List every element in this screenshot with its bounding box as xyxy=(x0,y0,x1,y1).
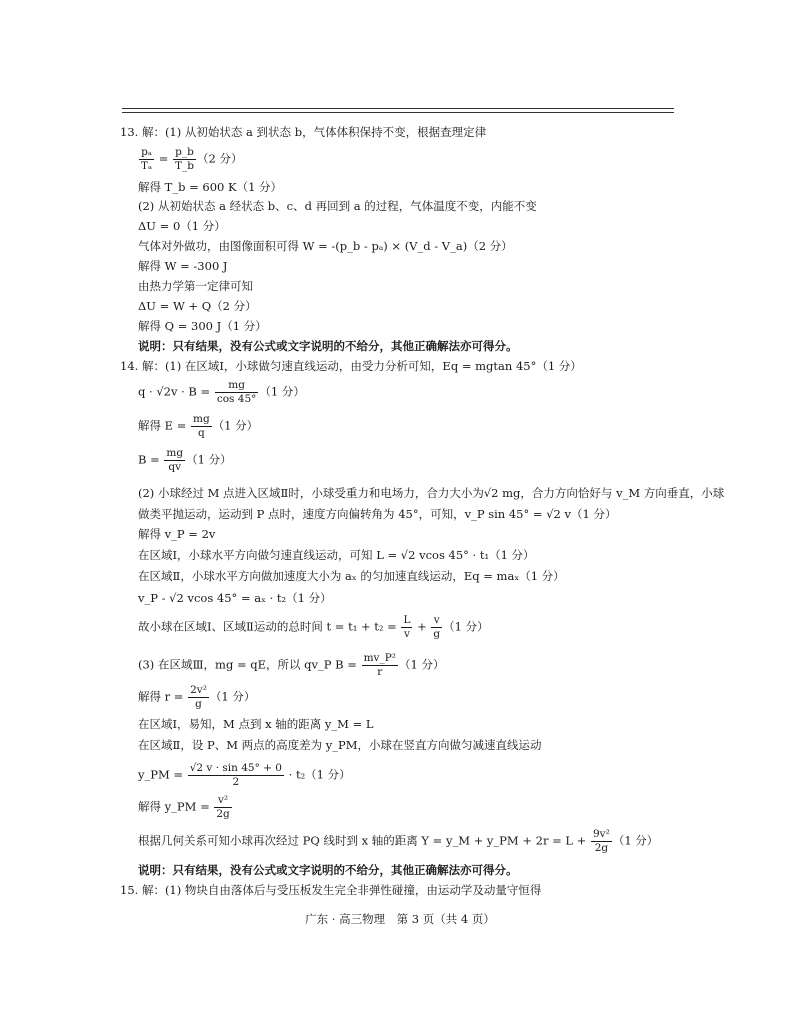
header-rule xyxy=(122,108,674,109)
q14-eq-ypm-result: 解得 y_PM = $\frac{\text{v²}}{2g}$ xyxy=(138,794,230,820)
q13-eq-charles-law: $\frac{\text{pₐ}}{\text{Tₐ}}$ = $\frac{p\_b}{T\_b}$ （2 分） xyxy=(141,146,243,172)
fraction: $\frac{\text{9v²}}{2g}$ xyxy=(593,828,610,854)
q14-line-8: 在区域Ⅰ，小球水平方向做匀速直线运动，可知 L = √2 vcos 45° · t₁（1 分） xyxy=(138,548,535,562)
q14-line-9: 在区域Ⅱ，小球水平方向做加速度大小为 aₓ 的匀加速直线运动，Eq = maₓ（1 分） xyxy=(138,569,565,583)
q14-eq-total-time: 故小球在区域Ⅰ、区域Ⅱ运动的总时间 t = t₁ + t₂ = $\frac{L}{v}$ + $\frac{v}{g}$ （1 分） xyxy=(138,614,489,640)
q14-eq-1: q · √2v · B = $\frac{mg}{\cos 45^\circ}$ （1 分） xyxy=(138,379,305,405)
fraction: $\frac{\text{pₐ}}{\text{Tₐ}}$ xyxy=(141,146,153,172)
fraction: $\frac{p\_b}{T\_b}$ xyxy=(175,146,194,172)
q14-line-6: 做类平抛运动，运动到 P 点时，速度方向偏转角为 45°，可知，v_P sin 45° = √2 v（1 分） xyxy=(138,507,617,521)
q13-note: 说明：只有结果，没有公式或文字说明的不给分，其他正确解法亦可得分。 xyxy=(138,339,518,353)
q14-eq-region-3: (3) 在区域Ⅲ，mg = qE，所以 qv_P B = $\frac{\text{mv\_P²}}{r}$ （1 分） xyxy=(138,652,445,678)
header-rule-thick xyxy=(122,112,674,113)
q13-line-10: 解得 Q = 300 J（1 分） xyxy=(138,319,267,333)
fraction: $\frac{\text{mv\_P²}}{r}$ xyxy=(363,652,396,678)
fraction: $\frac{mg}{\cos 45^\circ}$ xyxy=(216,379,257,405)
q14-line-5: (2) 小球经过 M 点进入区域Ⅱ时，小球受重力和电场力，合力大小为√2 mg，合力方向恰好与 v_M 方向垂直，小球 xyxy=(138,486,725,500)
q13-line-1: 13. 解：(1) 从初始状态 a 到状态 b，气体体积保持不变，根据查理定律 xyxy=(120,125,487,139)
q14-line-7: 解得 v_P = 2v xyxy=(138,527,216,541)
fraction: $\frac{L}{v}$ xyxy=(403,614,411,640)
q14-eq-final-distance: 根据几何关系可知小球再次经过 PQ 线时到 x 轴的距离 Y = y_M + y_PM + 2r = L + $\frac{\text{9v²}}{2g}$ （1 分） xyxy=(138,828,659,854)
q14-line-15: 在区域Ⅱ，设 P、M 两点的高度差为 y_PM，小球在竖直方向做匀减速直线运动 xyxy=(138,738,542,752)
fraction: $\frac{mg}{q}$ xyxy=(193,413,210,439)
fraction: $\frac{\text{v²}}{2g}$ xyxy=(216,794,230,820)
q14-note: 说明：只有结果，没有公式或文字说明的不给分，其他正确解法亦可得分。 xyxy=(138,863,518,877)
fraction: $\frac{\text{2v²}}{g}$ xyxy=(190,684,207,710)
q14-line-14: 在区域Ⅰ，易知，M 点到 x 轴的距离 y_M = L xyxy=(138,717,374,731)
q13-line-7: 解得 W = -300 J xyxy=(138,259,228,273)
q15-line-1: 15. 解：(1) 物块自由落体后与受压板发生完全非弹性碰撞，由运动学及动量守恒得 xyxy=(120,883,542,897)
q14-line-1: 14. 解：(1) 在区域Ⅰ，小球做匀速直线运动，由受力分析可知，Eq = mgtan 45°（1 分） xyxy=(120,359,582,373)
q13-line-9: ΔU = W + Q（2 分） xyxy=(138,299,257,313)
q13-line-4: (2) 从初始状态 a 经状态 b、c、d 再回到 a 的过程，气体温度不变，内能不变 xyxy=(138,199,537,213)
q13-line-8: 由热力学第一定律可知 xyxy=(138,279,253,293)
q14-eq-ypm: y_PM = $\frac{√2 v \cdot \sin 45^\circ + 0}{2}$ · t₂（1 分） xyxy=(138,762,351,788)
q14-line-10: v_P - √2 vcos 45° = aₓ · t₂（1 分） xyxy=(138,591,332,605)
q14-eq-3: B = $\frac{mg}{qv}$ （1 分） xyxy=(138,447,232,473)
fraction: $\frac{√2 v \cdot \sin 45^\circ + 0}{2}$ xyxy=(189,762,282,788)
q13-line-6: 气体对外做功，由图像面积可得 W = -(p_b - pₐ) × (V_d - V_a)（2 分） xyxy=(138,239,513,253)
q13-line-5: ΔU = 0（1 分） xyxy=(138,219,226,233)
q14-eq-2: 解得 E = $\frac{mg}{q}$ （1 分） xyxy=(138,413,259,439)
q13-line-3: 解得 T_b = 600 K（1 分） xyxy=(138,180,283,194)
q14-eq-radius: 解得 r = $\frac{\text{2v²}}{g}$ （1 分） xyxy=(138,684,256,710)
page-footer: 广东 · 高三物理 第 3 页（共 4 页） xyxy=(305,912,495,926)
fraction: $\frac{v}{g}$ xyxy=(433,614,441,640)
fraction: $\frac{mg}{qv}$ xyxy=(166,447,184,473)
